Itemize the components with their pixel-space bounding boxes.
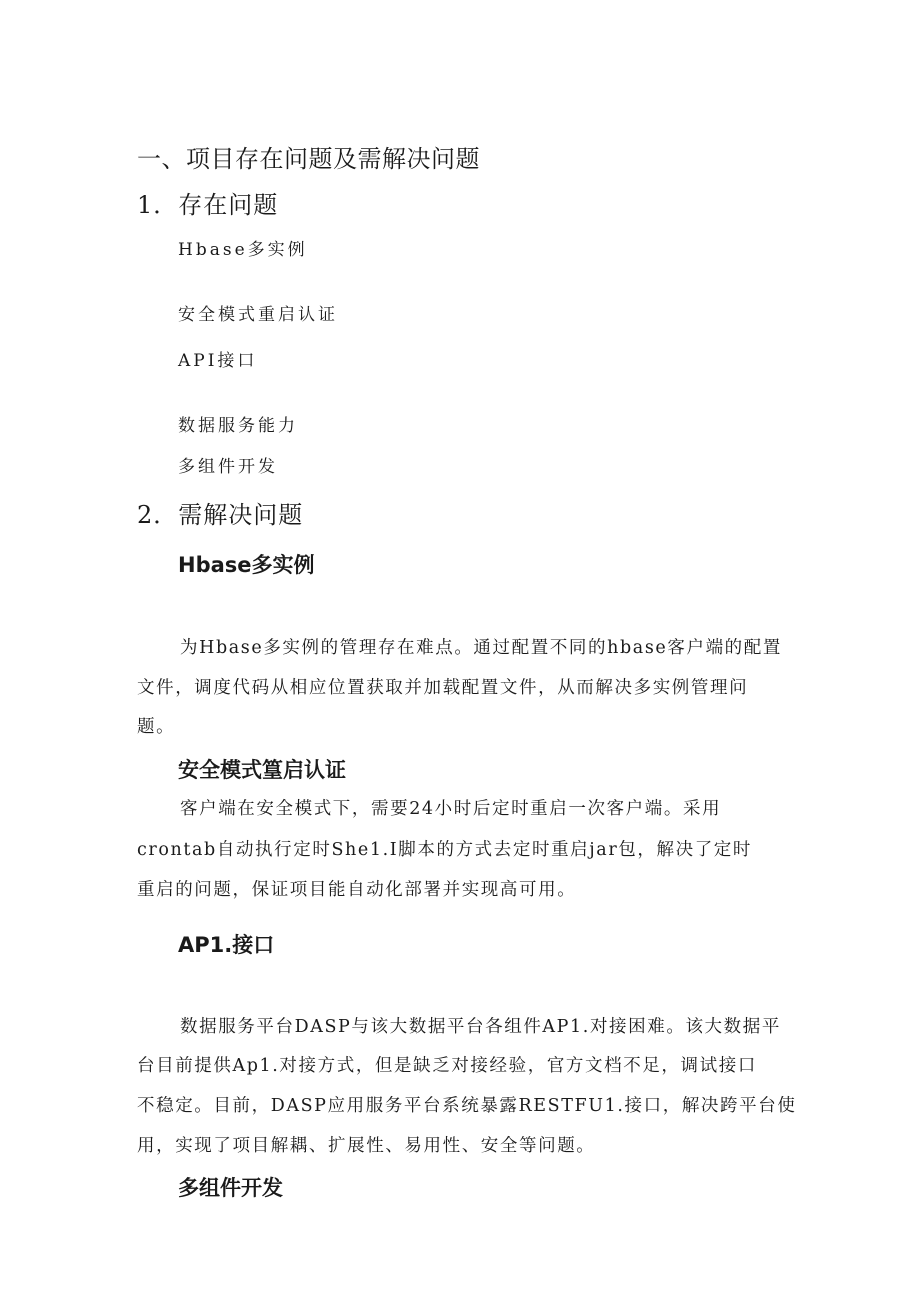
problem-item: 安全模式重启认证 <box>178 305 338 325</box>
section-2-title: 2．需解决问题 <box>137 501 304 529</box>
subsection-title: 多组件开发 <box>178 1176 283 1200</box>
problem-item: Hbase多实例 <box>178 240 308 260</box>
subsection-title: 安全模式篁启认证 <box>178 758 346 782</box>
subsection-title: Hbase多实例 <box>178 553 315 577</box>
paragraph-line: 重启的问题，保证项目能自动化部署并实现高可用。 <box>137 880 577 900</box>
paragraph-line: 题。 <box>137 717 176 737</box>
subsection-title: AP1.接口 <box>178 933 275 957</box>
paragraph-line: 为Hbase多实例的管理存在难点。通过配置不同的hbase客户端的配置 <box>180 638 782 658</box>
paragraph-line: 客户端在安全模式下，需要24小时后定时重启一次客户端。采用 <box>180 799 722 819</box>
problem-item: 数据服务能力 <box>178 416 298 436</box>
paragraph-line: 用，实现了项目解耦、扩展性、易用性、安全等问题。 <box>137 1136 596 1156</box>
paragraph-line: crontab自动执行定时She1.I脚本的方式去定时重启jar包，解决了定时 <box>137 840 752 860</box>
paragraph-line: 台目前提供Ap1.对接方式，但是缺乏对接经验，官方文档不足，调试接口 <box>137 1056 757 1076</box>
section-1-title: 1．存在问题 <box>137 191 279 219</box>
paragraph-line: 不稳定。目前，DASP应用服务平台系统暴露RESTFU1.接口，解决跨平台使 <box>137 1096 797 1116</box>
problem-item: 多组件开发 <box>178 457 278 477</box>
main-heading: 一、项目存在问题及需解决问题 <box>137 145 480 173</box>
paragraph-line: 文件，调度代码从相应位置获取并加载配置文件，从而解决多实例管理问 <box>137 678 749 698</box>
paragraph-line: 数据服务平台DASP与该大数据平台各组件AP1.对接困难。该大数据平 <box>180 1017 781 1037</box>
problem-item: API接口 <box>178 351 258 371</box>
